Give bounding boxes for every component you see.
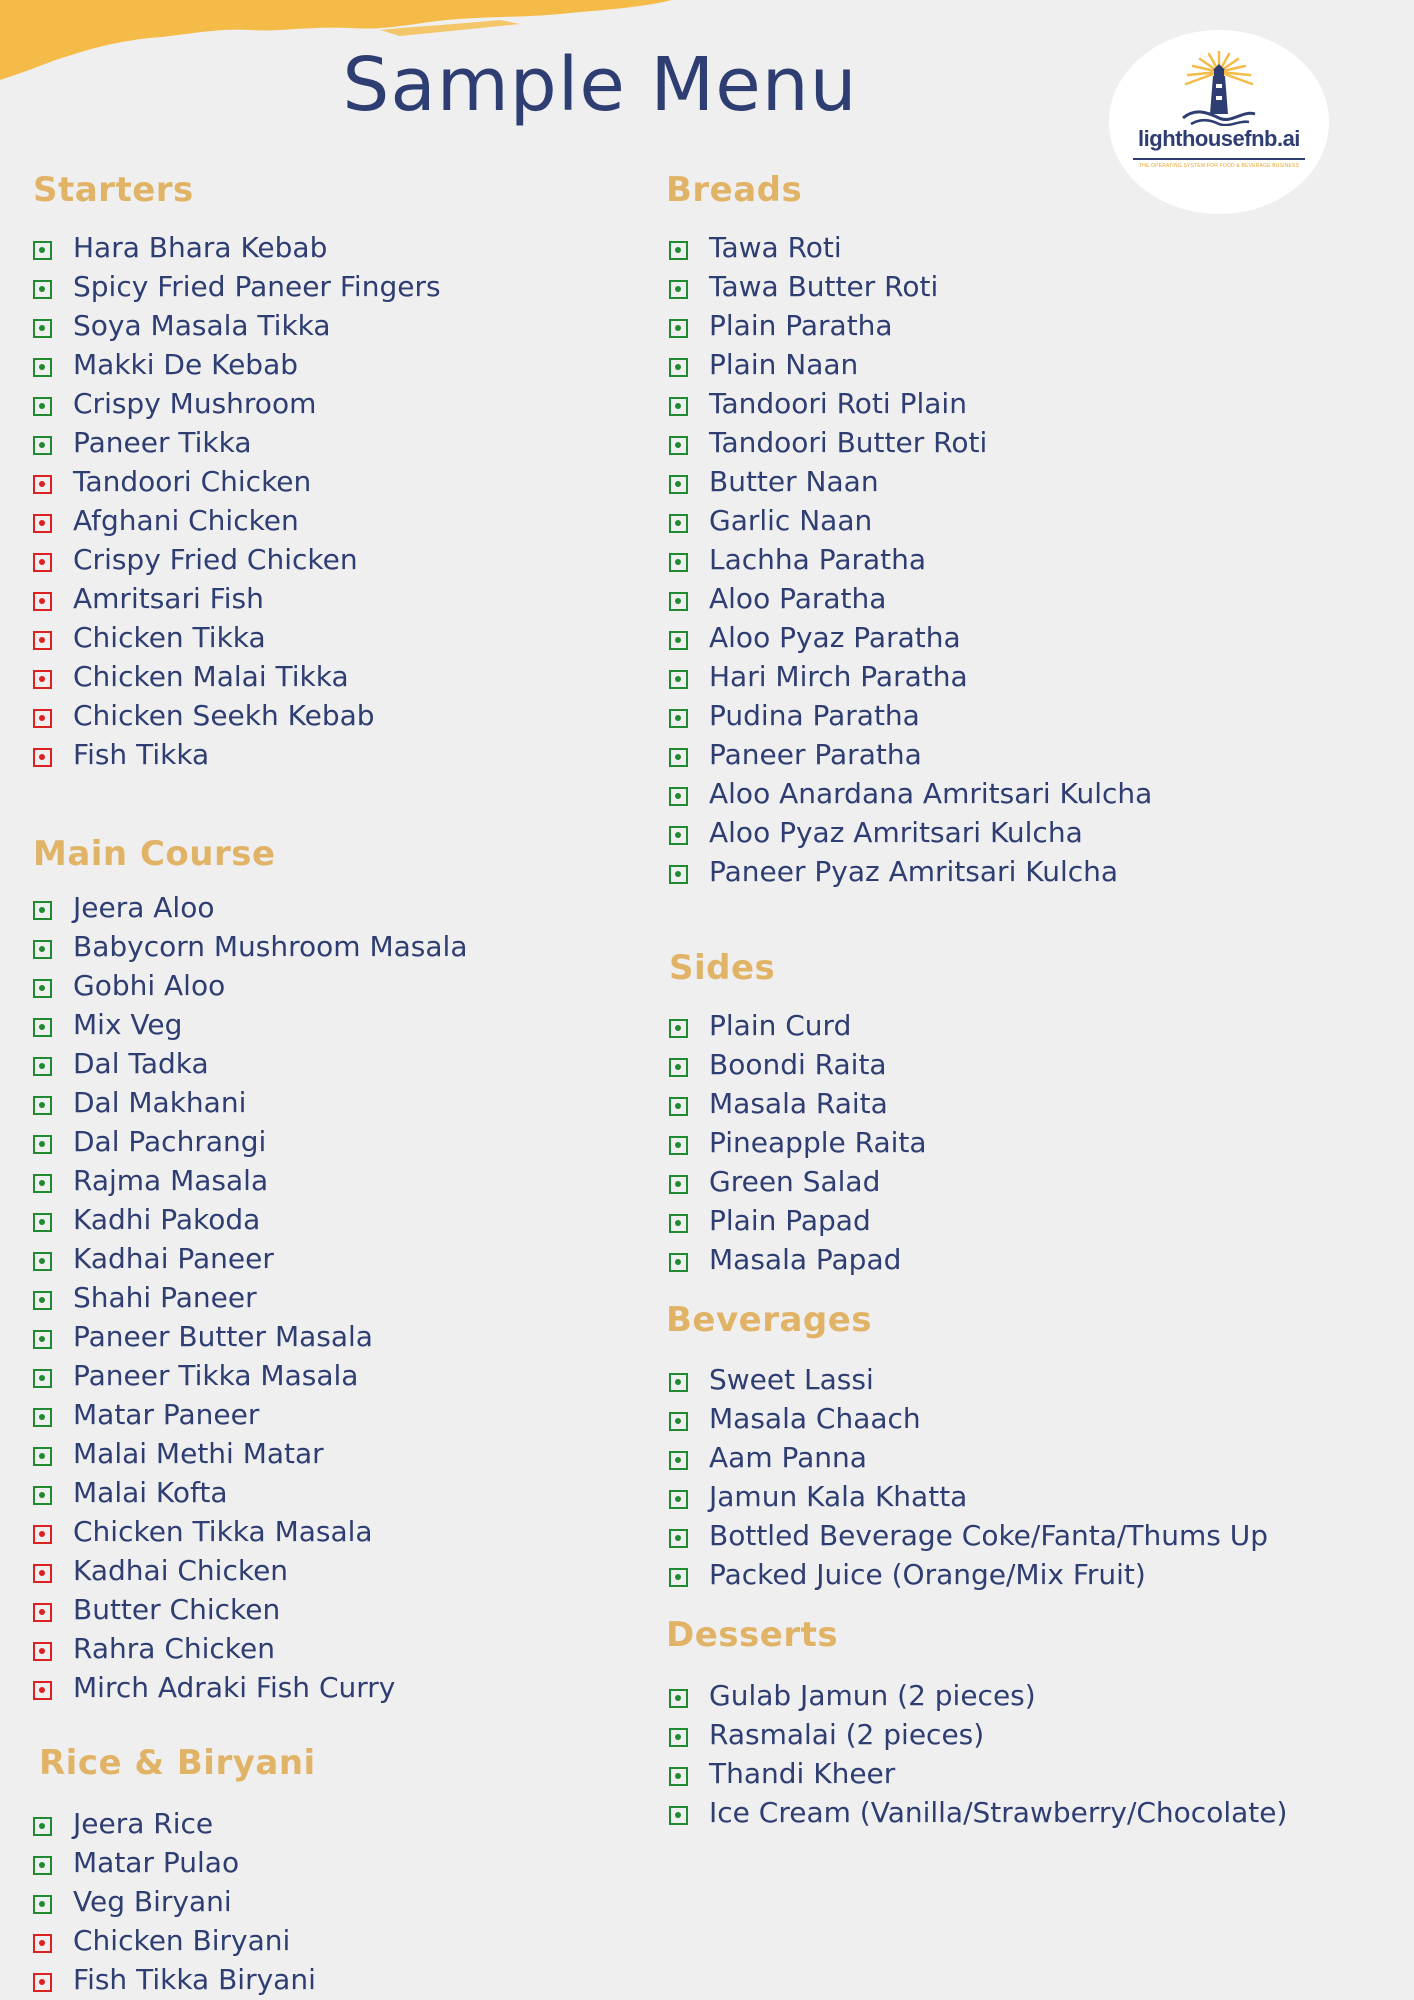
veg-marker-icon [669,1019,688,1038]
nonveg-marker-icon [33,553,52,572]
menu-item [33,1122,467,1161]
veg-marker-icon [33,1291,52,1310]
menu-item [669,696,1152,735]
menu-item [669,774,1152,813]
menu-item [33,1005,467,1044]
menu-item [669,1676,1287,1715]
menu-item-name: Soya Masala Tikka [73,309,331,342]
menu-item [669,1084,927,1123]
menu-item [33,1668,467,1707]
menu-item-name: Chicken Biryani [73,1924,291,1957]
menu-item-name: Chicken Tikka Masala [73,1515,373,1548]
veg-marker-icon [669,1728,688,1747]
menu-item-name: Shahi Paneer [73,1281,257,1314]
nonveg-marker-icon [33,475,52,494]
menu-item [669,540,1152,579]
veg-marker-icon [33,1408,52,1427]
veg-marker-icon [669,1529,688,1548]
menu-item-name: Amritsari Fish [73,582,264,615]
menu-item-name: Butter Naan [709,465,879,498]
veg-marker-icon [33,1018,52,1037]
menu-item [669,1006,927,1045]
menu-item [33,1239,467,1278]
veg-marker-icon [669,397,688,416]
menu-item [669,423,1152,462]
menu-item-name: Crispy Fried Chicken [73,543,358,576]
menu-item [33,501,441,540]
veg-marker-icon [33,1174,52,1193]
menu-item-name: Plain Paratha [709,309,893,342]
menu-item [33,267,441,306]
veg-marker-icon [33,979,52,998]
lighthouse-icon [1173,48,1265,126]
menu-item-name: Rajma Masala [73,1164,269,1197]
menu-item-name: Makki De Kebab [73,348,299,381]
veg-marker-icon [669,1373,688,1392]
menu-item [669,1399,1268,1438]
menu-item [669,1201,927,1240]
menu-item-name: Plain Papad [709,1204,871,1237]
veg-marker-icon [669,280,688,299]
menu-item-name: Plain Curd [709,1009,852,1042]
menu-item [669,1516,1268,1555]
menu-item [669,462,1152,501]
menu-item [669,1162,927,1201]
veg-marker-icon [33,1096,52,1115]
menu-item-name: Gulab Jamun (2 pieces) [709,1679,1036,1712]
menu-item-name: Crispy Mushroom [73,387,317,420]
veg-marker-icon [33,358,52,377]
menu-item-name: Spicy Fried Paneer Fingers [73,270,441,303]
logo [1109,30,1329,214]
menu-item-name: Kadhai Paneer [73,1242,274,1275]
heading-breads: Breads [666,170,803,210]
veg-marker-icon [33,280,52,299]
menu-item [33,1161,467,1200]
menu-item [669,1715,1287,1754]
veg-marker-icon [669,475,688,494]
menu-item [669,501,1152,540]
menu-item [669,1438,1268,1477]
menu-item [33,1317,467,1356]
rice-biryani-list [33,1804,316,1999]
nonveg-marker-icon [33,748,52,767]
nonveg-marker-icon [33,592,52,611]
nonveg-marker-icon [33,709,52,728]
logo-name: lighthousefnb.ai [1138,126,1300,151]
menu-item-name: Bottled Beverage Coke/Fanta/Thums Up [709,1519,1268,1552]
menu-item-name: Aloo Anardana Amritsari Kulcha [709,777,1153,810]
menu-item [669,618,1152,657]
menu-item [33,540,441,579]
veg-marker-icon [669,1806,688,1825]
menu-item [33,618,441,657]
heading-desserts: Desserts [666,1615,839,1655]
veg-marker-icon [33,397,52,416]
menu-item-name: Masala Raita [709,1087,888,1120]
menu-item-name: Packed Juice (Orange/Mix Fruit) [709,1558,1146,1591]
menu-item [669,306,1152,345]
page-title: Sample Menu [342,42,858,128]
menu-item-name: Mirch Adraki Fish Curry [73,1671,396,1704]
menu-item-name: Sweet Lassi [709,1363,874,1396]
veg-marker-icon [33,1252,52,1271]
menu-item [669,1793,1287,1832]
menu-item-name: Dal Pachrangi [73,1125,267,1158]
veg-marker-icon [33,1895,52,1914]
veg-marker-icon [669,592,688,611]
desserts-list [669,1676,1287,1832]
menu-item-name: Kadhi Pakoda [73,1203,261,1236]
menu-item [33,1512,467,1551]
menu-item-name: Rasmalai (2 pieces) [709,1718,985,1751]
menu-item [669,267,1152,306]
veg-marker-icon [669,826,688,845]
menu-item [669,1555,1268,1594]
veg-marker-icon [669,1058,688,1077]
menu-item-name: Masala Chaach [709,1402,921,1435]
menu-item-name: Veg Biryani [73,1885,232,1918]
logo-underline [1133,158,1305,160]
menu-item-name: Paneer Paratha [709,738,922,771]
menu-item [669,657,1152,696]
menu-item [669,228,1152,267]
menu-item-name: Babycorn Mushroom Masala [73,930,468,963]
veg-marker-icon [669,358,688,377]
breads-list [669,228,1152,891]
menu-item-name: Hari Mirch Paratha [709,660,968,693]
menu-item-name: Dal Tadka [73,1047,209,1080]
veg-marker-icon [669,436,688,455]
menu-item [33,888,467,927]
nonveg-marker-icon [33,1525,52,1544]
menu-item [33,1921,316,1960]
veg-marker-icon [33,1213,52,1232]
veg-marker-icon [33,1330,52,1349]
menu-item [33,1278,467,1317]
veg-marker-icon [33,1057,52,1076]
logo-tagline: THE OPERATING SYSTEM FOR FOOD & BEVERAGE BUSINESS [1138,163,1300,169]
menu-item [669,852,1152,891]
veg-marker-icon [33,1486,52,1505]
sides-list [669,1006,927,1279]
veg-marker-icon [669,748,688,767]
menu-item [669,1477,1268,1516]
menu-item [33,657,441,696]
menu-item-name: Tawa Roti [709,231,842,264]
nonveg-marker-icon [33,1603,52,1622]
heading-beverages: Beverages [666,1300,873,1340]
menu-item-name: Boondi Raita [709,1048,887,1081]
heading-starters: Starters [33,170,194,210]
veg-marker-icon [669,1689,688,1708]
menu-item-name: Tawa Butter Roti [709,270,939,303]
menu-item-name: Garlic Naan [709,504,873,537]
menu-item-name: Lachha Paratha [709,543,927,576]
veg-marker-icon [33,436,52,455]
nonveg-marker-icon [33,1642,52,1661]
veg-marker-icon [669,1175,688,1194]
menu-item [33,966,467,1005]
menu-item-name: Jeera Rice [73,1807,214,1840]
menu-item-name: Chicken Seekh Kebab [73,699,375,732]
menu-item [669,1360,1268,1399]
menu-item-name: Kadhai Chicken [73,1554,289,1587]
veg-marker-icon [669,1412,688,1431]
menu-item-name: Masala Papad [709,1243,902,1276]
menu-item-name: Paneer Tikka [73,426,252,459]
menu-item [33,462,441,501]
menu-item [669,384,1152,423]
menu-item [33,1551,467,1590]
menu-item [669,1123,927,1162]
nonveg-marker-icon [33,1681,52,1700]
veg-marker-icon [669,1568,688,1587]
menu-item [33,1960,316,1999]
menu-item [33,696,441,735]
menu-item-name: Dal Makhani [73,1086,247,1119]
menu-item-name: Hara Bhara Kebab [73,231,328,264]
menu-item [33,1200,467,1239]
veg-marker-icon [33,1817,52,1836]
menu-item [33,1629,467,1668]
menu-item [669,579,1152,618]
main-course-list [33,888,467,1707]
menu-item [33,1356,467,1395]
menu-item-name: Paneer Pyaz Amritsari Kulcha [709,855,1119,888]
veg-marker-icon [669,709,688,728]
veg-marker-icon [33,241,52,260]
menu-item-name: Thandi Kheer [709,1757,896,1790]
starters-list [33,228,441,774]
nonveg-marker-icon [33,1973,52,1992]
heading-main-course: Main Course [33,834,276,874]
menu-item-name: Chicken Tikka [73,621,266,654]
menu-item-name: Chicken Malai Tikka [73,660,349,693]
menu-item [33,1083,467,1122]
veg-marker-icon [669,865,688,884]
menu-item-name: Mix Veg [73,1008,183,1041]
menu-item-name: Jeera Aloo [73,891,215,924]
veg-marker-icon [669,319,688,338]
menu-item [33,1395,467,1434]
menu-item [669,1754,1287,1793]
veg-marker-icon [669,670,688,689]
veg-marker-icon [669,514,688,533]
veg-marker-icon [669,1451,688,1470]
menu-item [33,1044,467,1083]
menu-item-name: Tandoori Butter Roti [709,426,988,459]
menu-item-name: Aloo Pyaz Amritsari Kulcha [709,816,1083,849]
menu-item-name: Malai Kofta [73,1476,228,1509]
menu-item-name: Tandoori Chicken [73,465,312,498]
menu-item-name: Aam Panna [709,1441,867,1474]
veg-marker-icon [669,553,688,572]
menu-item [33,1434,467,1473]
menu-item [669,1240,927,1279]
beverages-list [669,1360,1268,1594]
veg-marker-icon [33,1369,52,1388]
menu-item-name: Gobhi Aloo [73,969,226,1002]
veg-marker-icon [33,901,52,920]
menu-item [33,1473,467,1512]
menu-item-name: Matar Pulao [73,1846,240,1879]
nonveg-marker-icon [33,1564,52,1583]
menu-item [669,735,1152,774]
veg-marker-icon [33,1447,52,1466]
nonveg-marker-icon [33,514,52,533]
veg-marker-icon [669,1097,688,1116]
veg-marker-icon [669,1490,688,1509]
menu-item-name: Fish Tikka Biryani [73,1963,316,1996]
menu-item-name: Ice Cream (Vanilla/Strawberry/Chocolate) [709,1796,1288,1829]
heading-rice-biryani: Rice & Biryani [39,1743,316,1783]
menu-item-name: Aloo Paratha [709,582,887,615]
menu-item [33,1882,316,1921]
menu-item-name: Fish Tikka [73,738,210,771]
menu-item [33,927,467,966]
menu-item [669,345,1152,384]
menu-item-name: Butter Chicken [73,1593,281,1626]
menu-item-name: Paneer Butter Masala [73,1320,373,1353]
menu-item [669,813,1152,852]
menu-item-name: Green Salad [709,1165,881,1198]
veg-marker-icon [669,787,688,806]
menu-item-name: Plain Naan [709,348,859,381]
heading-sides: Sides [669,948,776,988]
veg-marker-icon [669,631,688,650]
menu-item [33,423,441,462]
menu-item-name: Paneer Tikka Masala [73,1359,359,1392]
menu-item [33,579,441,618]
menu-item [33,1590,467,1629]
menu-item-name: Aloo Pyaz Paratha [709,621,961,654]
veg-marker-icon [669,1136,688,1155]
menu-item-name: Afghani Chicken [73,504,299,537]
menu-item-name: Jamun Kala Khatta [709,1480,968,1513]
veg-marker-icon [669,1767,688,1786]
nonveg-marker-icon [33,670,52,689]
veg-marker-icon [33,940,52,959]
nonveg-marker-icon [33,631,52,650]
menu-item [33,735,441,774]
menu-item-name: Matar Paneer [73,1398,260,1431]
veg-marker-icon [669,241,688,260]
menu-item [33,1804,316,1843]
menu-item [33,345,441,384]
veg-marker-icon [669,1214,688,1233]
menu-item [33,1843,316,1882]
menu-item [669,1045,927,1084]
menu-item-name: Tandoori Roti Plain [709,387,967,420]
menu-item-name: Pudina Paratha [709,699,920,732]
nonveg-marker-icon [33,1934,52,1953]
veg-marker-icon [669,1253,688,1272]
veg-marker-icon [33,1856,52,1875]
menu-item-name: Pineapple Raita [709,1126,927,1159]
menu-item-name: Rahra Chicken [73,1632,275,1665]
menu-item [33,384,441,423]
menu-item-name: Malai Methi Matar [73,1437,324,1470]
menu-item [33,228,441,267]
veg-marker-icon [33,319,52,338]
veg-marker-icon [33,1135,52,1154]
menu-item [33,306,441,345]
